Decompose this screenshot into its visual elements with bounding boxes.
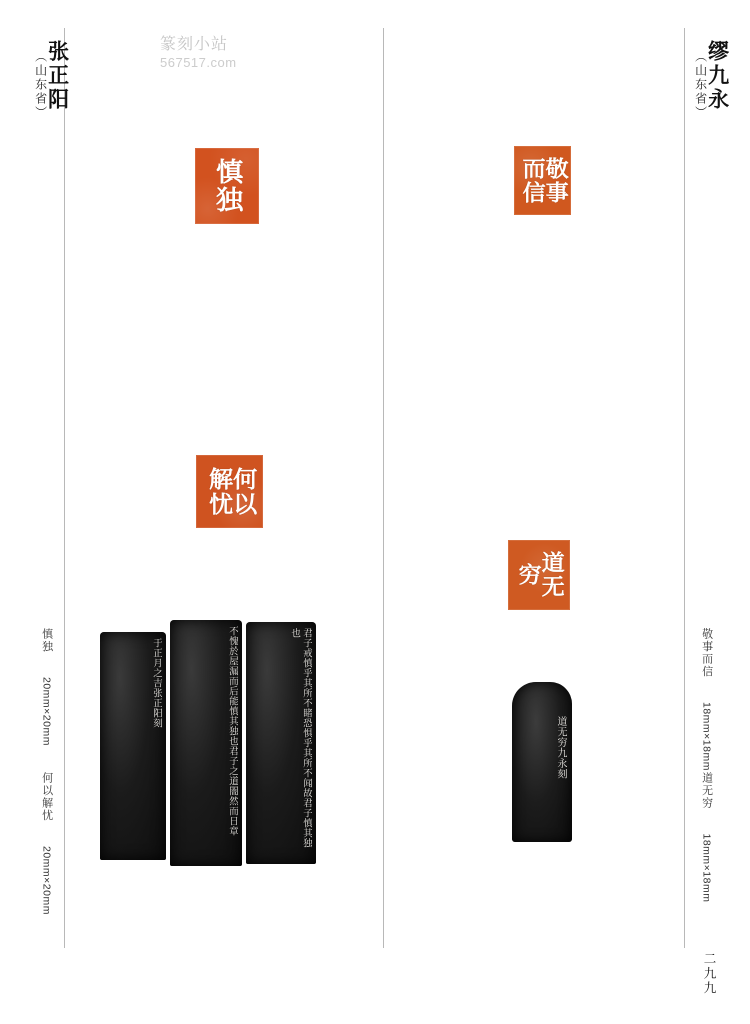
page-number: 二九九	[702, 952, 717, 996]
caption-title: 慎独	[40, 628, 54, 653]
caption-dimensions: 18mm×18mm	[700, 702, 713, 771]
caption-dimensions: 18mm×18mm	[700, 833, 713, 903]
rubbing-left-2	[170, 620, 242, 866]
artist-name-left: 张正阳	[45, 40, 70, 112]
seal-glyphs: 道无穷	[514, 551, 565, 599]
seal-impression-jing-shi-er-xin	[514, 146, 571, 215]
rubbing-inscription-text: 不愧於屋漏而后能慎其独也君子之道闇然而日章	[227, 626, 238, 836]
caption-right-2	[700, 772, 714, 902]
column-rule-right	[684, 28, 685, 948]
watermark	[160, 34, 237, 72]
caption-dimensions: 20mm×20mm	[40, 846, 53, 915]
watermark-site-name: 篆刻小站	[160, 34, 229, 53]
artist-name-right: 缪九永	[705, 40, 730, 112]
artist-heading-right	[694, 40, 729, 120]
seal-impression-he-yi-jie-you	[196, 455, 263, 528]
rubbing-left-3	[246, 622, 316, 864]
seal-impression-dao-wu-qiong	[508, 540, 570, 610]
caption-left-2	[40, 772, 54, 915]
caption-right-1	[700, 628, 714, 771]
caption-title: 道无穷	[700, 772, 714, 810]
artist-province-right: （山东省）	[693, 50, 708, 120]
rubbing-inscription-text: 于正月之吉张正阳刻	[151, 638, 162, 728]
column-rule-middle	[383, 28, 384, 948]
watermark-url: 567517.com	[160, 55, 237, 70]
rubbing-left-1	[100, 632, 166, 860]
rubbing-inscription-text: 道无穷九永刻	[555, 716, 566, 779]
seal-glyphs: 何以解忧	[204, 466, 256, 517]
caption-title: 敬事而信	[700, 628, 714, 678]
seal-impression-shen-du	[195, 148, 259, 224]
artist-heading-left	[34, 40, 69, 120]
seal-glyphs: 敬事而信	[518, 156, 568, 205]
rubbing-right-1	[512, 682, 572, 842]
column-rule-left	[64, 28, 65, 948]
seal-glyphs: 慎独	[211, 158, 243, 214]
caption-left-1	[40, 628, 54, 746]
rubbing-inscription-text: 君子戒慎乎其所不睹恐惧乎其所不闻故君子慎其独也	[289, 628, 312, 848]
artist-province-left: （山东省）	[33, 50, 48, 120]
caption-dimensions: 20mm×20mm	[40, 677, 53, 746]
rubbing-group-left	[100, 618, 345, 868]
caption-title: 何以解忧	[40, 772, 54, 822]
